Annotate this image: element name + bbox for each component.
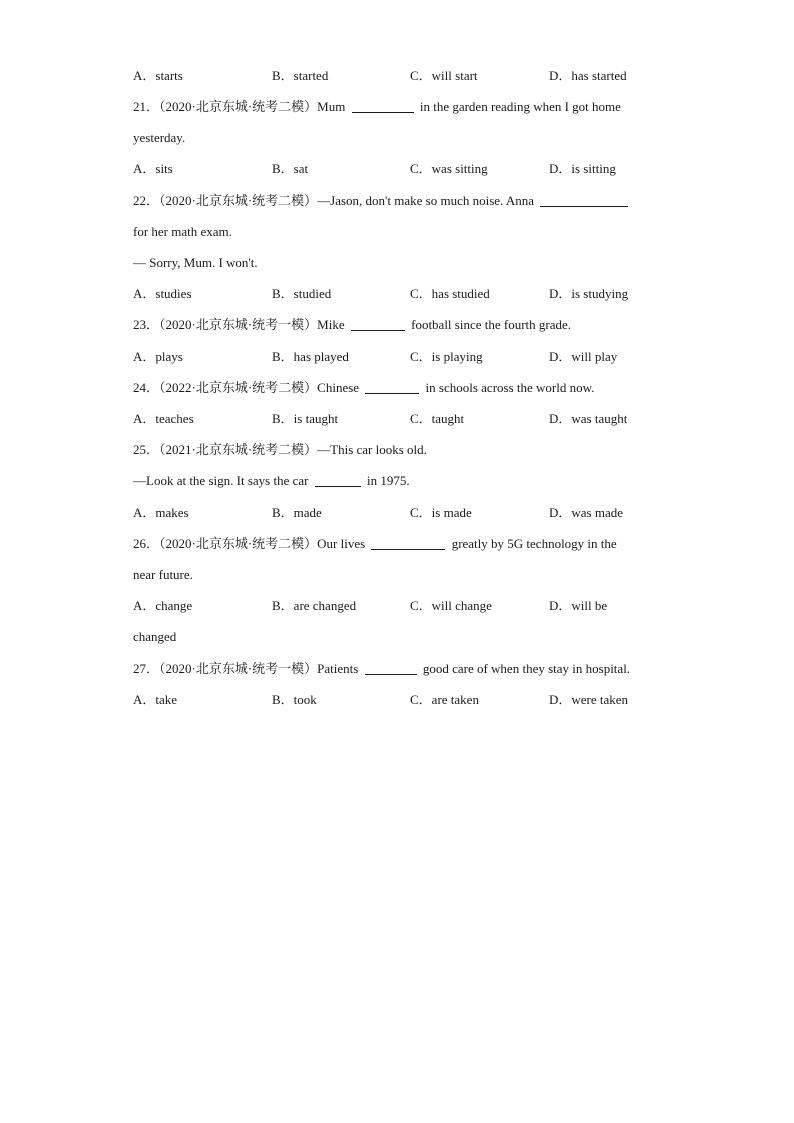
q26-answer-blank[interactable] bbox=[371, 548, 445, 550]
q22-options bbox=[133, 284, 663, 304]
q25-stem: 25．（2021·北京东城·统考二模）—This car looks old. bbox=[133, 442, 427, 457]
q22-option-c[interactable]: C．has studied bbox=[410, 286, 490, 301]
q25-suffix: in 1975. bbox=[366, 473, 410, 488]
q21-stem-cont: yesterday. bbox=[133, 130, 186, 145]
q21-option-a[interactable]: A．sits bbox=[133, 161, 173, 176]
q26-suffix: greatly by 5G technology in the bbox=[451, 536, 617, 551]
q26-option-d-cont: changed bbox=[133, 629, 177, 644]
q24-options bbox=[133, 409, 663, 429]
q24-option-b[interactable]: B．is taught bbox=[272, 411, 339, 426]
q22-option-b[interactable]: B．studied bbox=[272, 286, 332, 301]
q22-option-a[interactable]: A．studies bbox=[133, 286, 192, 301]
q22-stem-cont: for her math exam. bbox=[133, 224, 232, 239]
q21-options bbox=[133, 159, 663, 179]
q25-reply bbox=[133, 471, 663, 491]
q23-option-b[interactable]: B．has played bbox=[272, 349, 349, 364]
q27-option-b[interactable]: B．took bbox=[272, 692, 317, 707]
q25-options bbox=[133, 503, 663, 523]
q24-option-a[interactable]: A．teaches bbox=[133, 411, 194, 426]
q21-option-b[interactable]: B．sat bbox=[272, 161, 309, 176]
q23-answer-blank[interactable] bbox=[351, 329, 405, 331]
q20-option-d[interactable]: D．has started bbox=[549, 68, 627, 83]
q26-options bbox=[133, 596, 663, 616]
q20-option-b[interactable]: B．started bbox=[272, 68, 329, 83]
q25-answer-blank[interactable] bbox=[315, 485, 361, 487]
q24-option-c[interactable]: C．taught bbox=[410, 411, 465, 426]
q20-options bbox=[133, 66, 663, 86]
q27-option-c[interactable]: C．are taken bbox=[410, 692, 479, 707]
q24-option-d[interactable]: D．was taught bbox=[549, 411, 628, 426]
q21-suffix: in the garden reading when I got home bbox=[419, 99, 621, 114]
q22-prefix: 22．（2020·北京东城·统考二模）—Jason, don't make so much noise. Anna bbox=[133, 193, 534, 208]
q26-stem bbox=[133, 534, 663, 554]
q21-prefix: 21．（2020·北京东城·统考二模）Mum bbox=[133, 99, 346, 114]
q24-answer-blank[interactable] bbox=[365, 392, 419, 394]
q23-prefix: 23．（2020·北京东城·统考一模）Mike bbox=[133, 317, 345, 332]
q23-option-c[interactable]: C．is playing bbox=[410, 349, 483, 364]
q27-suffix: good care of when they stay in hospital. bbox=[422, 661, 631, 676]
q21-option-c[interactable]: C．was sitting bbox=[410, 161, 488, 176]
q23-option-a[interactable]: A．plays bbox=[133, 349, 183, 364]
q21-answer-blank[interactable] bbox=[352, 111, 414, 113]
q26-option-a[interactable]: A．change bbox=[133, 598, 193, 613]
q25-option-a[interactable]: A．makes bbox=[133, 505, 189, 520]
q23-stem bbox=[133, 315, 663, 335]
q25-option-c[interactable]: C．is made bbox=[410, 505, 472, 520]
q27-options bbox=[133, 690, 663, 710]
q22-stem bbox=[133, 191, 663, 211]
q23-options bbox=[133, 347, 663, 367]
q26-option-c[interactable]: C．will change bbox=[410, 598, 492, 613]
q23-option-d[interactable]: D．will play bbox=[549, 349, 618, 364]
q21-option-d[interactable]: D．is sitting bbox=[549, 161, 616, 176]
q27-prefix: 27．（2020·北京东城·统考一模）Patients bbox=[133, 661, 359, 676]
q26-stem-cont: near future. bbox=[133, 567, 193, 582]
q26-prefix: 26．（2020·北京东城·统考二模）Our lives bbox=[133, 536, 366, 551]
q24-stem bbox=[133, 378, 663, 398]
q27-stem bbox=[133, 659, 663, 679]
q27-answer-blank[interactable] bbox=[365, 673, 417, 675]
q27-option-a[interactable]: A．take bbox=[133, 692, 178, 707]
q23-suffix: football since the fourth grade. bbox=[411, 317, 572, 332]
q27-option-d[interactable]: D．were taken bbox=[549, 692, 629, 707]
q21-stem bbox=[133, 97, 663, 117]
q25-prefix: —Look at the sign. It says the car bbox=[133, 473, 309, 488]
q22-reply: — Sorry, Mum. I won't. bbox=[133, 255, 258, 270]
q20-option-c[interactable]: C．will start bbox=[410, 68, 478, 83]
q20-option-a[interactable]: A．starts bbox=[133, 68, 183, 83]
q24-prefix: 24．（2022·北京东城·统考二模）Chinese bbox=[133, 380, 360, 395]
q24-suffix: in schools across the world now. bbox=[425, 380, 595, 395]
q22-answer-blank[interactable] bbox=[540, 205, 628, 207]
q26-option-d[interactable]: D．will be bbox=[549, 598, 608, 613]
q25-option-d[interactable]: D．was made bbox=[549, 505, 624, 520]
q26-option-b[interactable]: B．are changed bbox=[272, 598, 357, 613]
q25-option-b[interactable]: B．made bbox=[272, 505, 322, 520]
q22-option-d[interactable]: D．is studying bbox=[549, 286, 629, 301]
